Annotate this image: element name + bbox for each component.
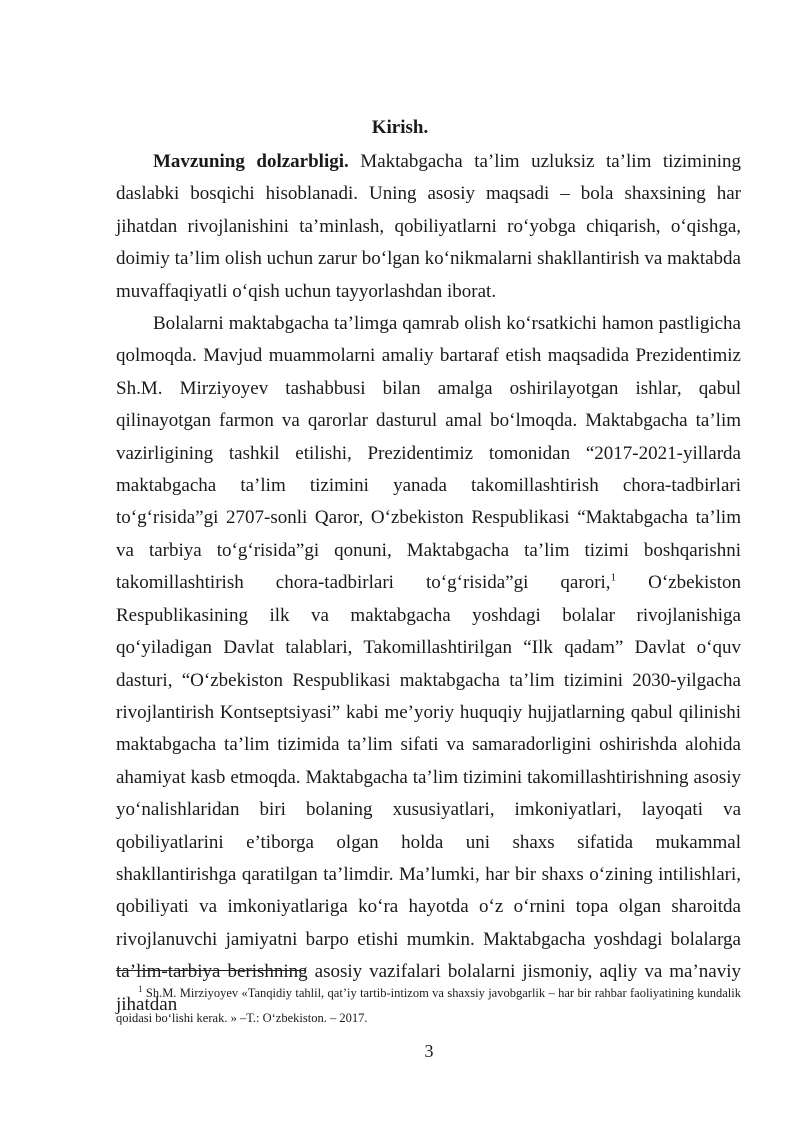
footnote-divider	[116, 970, 306, 971]
footnote-text: Sh.M. Mirziyoyev «Tanqidiy tahlil, qat’iy tartib-intizom va shaxsiy javobgarlik – har bir rahbar faoliyatining kundalik qoidasi bo‘lishi kerak. » –T.: O‘zbekiston. – 2017.	[116, 986, 741, 1025]
paragraph-text: O‘zbekiston Respublikasining ilk va maktabgacha yoshdagi bolalar rivojlanishiga qo‘yiladigan Davlat talablari, Takomillashtirilgan “Ilk qadam” Davlat o‘quv dasturi, “O‘zbekiston Respublikasi maktabgacha ta’lim tizimini 2030-yilgacha rivojlantirish Kontseptsiyasi” kabi me’yoriy huquqiy hujjatlarning qabul qilinishi maktabgacha ta’lim tizimida ta’lim sifati va samaradorligini oshirishda alohida ahamiyat kasb etmoqda. Maktabgacha ta’lim tizimini takomillashtirishning asosiy yo‘nalishlaridan biri bolaning xususiyatlari, imkoniyatlari, layoqati va qobiliyatlarini e’tiborga olgan holda uni shaxs sifatida mukammal shakllantirishga qaratilgan ta’limdir. Ma’lumki, har bir shaxs o‘zining intilishlari, qobiliyati va imkoniyatlariga ko‘ra hayotda o‘z o‘rnini topa olgan sharoitda rivojlanuvchi jamiyatni barpo etishi mumkin. Maktabgacha yoshdagi bolalarga ta’lim-tarbiya berishning asosiy vazifalari bolalarni jismoniy, aqliy va ma’naviy jihatdan	[116, 572, 741, 1015]
footnote-number: 1	[138, 983, 143, 994]
footnote	[116, 981, 741, 1031]
paragraph-policy	[116, 308, 741, 1021]
page-number: 3	[424, 1041, 434, 1061]
page-title: Kirish.	[371, 117, 429, 138]
paragraph-text: Bolalarni maktabgacha ta’limga qamrab olish ko‘rsatkichi hamon pastligicha qolmoqda. Mavjud muammolarni amaliy bartaraf etish maqsadida Prezidentimiz Sh.M. Mirziyoyev tashabbusi bilan amalga oshirilayotgan ishlar, qabul qilinayotgan farmon va qarorlar dasturul amal bo‘lmoqda. Maktabgacha ta’lim vazirligining tashkil etilishi, Prezidentimiz tomonidan “2017-2021-yillarda maktabgacha ta’lim tizimini yanada takomillashtirish chora-tadbirlari to‘g‘risida”gi 2707-sonli Qaror, O‘zbekiston Respublikasi “Maktabgacha ta’lim va tarbiya to‘g‘risida”gi qonuni, Maktabgacha ta’lim tizimi boshqarishni takomillashtirish chora-tadbirlari to‘g‘risida”gi qarori,	[116, 313, 741, 594]
main-text	[116, 146, 741, 1021]
footnote-reference[interactable]: 1	[610, 571, 617, 584]
paragraph-relevance	[116, 146, 741, 308]
paragraph-text: Maktabgacha ta’lim uzluksiz ta’lim tizimining daslabki bosqichi hisoblanadi. Uning asosiy maqsadi – bola shaxsining har jihatdan rivojlanishini ta’minlash, qobiliyatlarni ro‘yobga chiqarish, o‘qishga, doimiy ta’lim olish uchun zarur bo‘lgan ko‘nikmalarni shakllantirish va maktabda muvaffaqiyatli o‘qish uchun tayyorlashdan iborat.	[116, 151, 742, 302]
section-lead-heading: Mavzuning dolzarbligi.	[153, 151, 349, 172]
